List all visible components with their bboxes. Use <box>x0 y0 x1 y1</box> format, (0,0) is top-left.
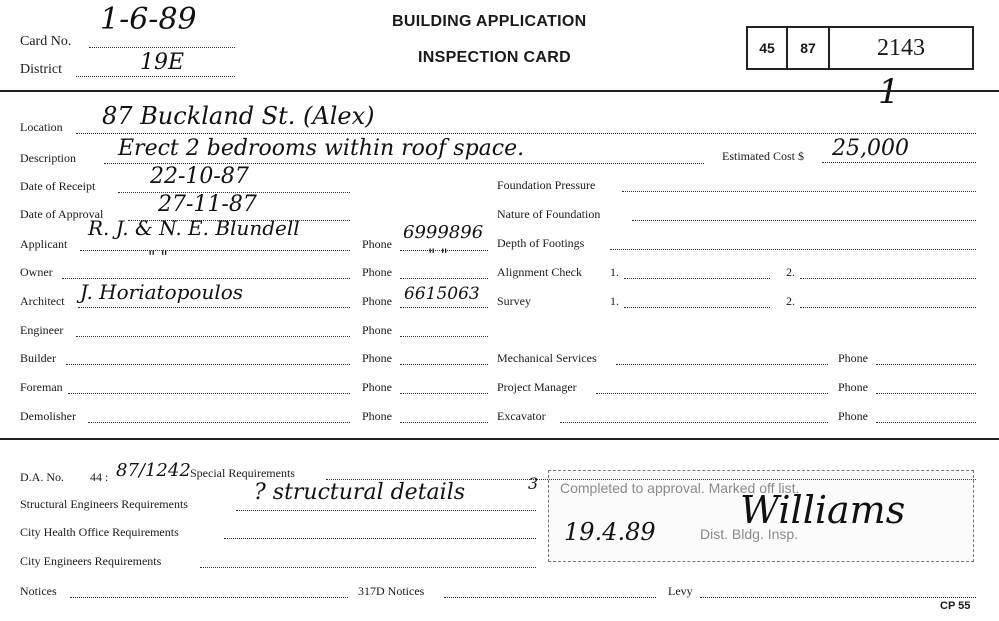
alignment-check-label: Alignment Check <box>497 265 582 279</box>
alignment-check-line-2 <box>800 278 976 279</box>
stamp-date: 19.4.89 <box>564 518 656 546</box>
owner-label: Owner <box>20 265 53 279</box>
title-inspection-card: INSPECTION CARD <box>418 49 571 66</box>
builder-phone-line <box>400 364 488 365</box>
district-value: 19E <box>140 50 185 75</box>
date-of-receipt-value: 22-10-87 <box>150 164 249 189</box>
description-value: Erect 2 bedrooms within roof space. <box>118 136 525 161</box>
date-of-approval-value: 27-11-87 <box>158 192 257 217</box>
description-label: Description <box>20 151 76 165</box>
district-label: District <box>20 62 62 77</box>
location-value: 87 Buckland St. (Alex) <box>102 102 375 130</box>
engineer-line <box>76 336 350 337</box>
project-manager-line <box>596 393 828 394</box>
middle-rule <box>0 438 999 440</box>
owner-phone-value: " " <box>428 245 448 264</box>
project-manager-phone-label: Phone <box>838 380 868 394</box>
da-value: 87/1242 <box>116 460 191 481</box>
alignment-check-line-1 <box>624 278 770 279</box>
excavator-label: Excavator <box>497 409 546 423</box>
applicant-phone-label: Phone <box>362 237 392 251</box>
alignment-check-num-1: 1. <box>610 265 619 279</box>
demolisher-phone-label: Phone <box>362 409 392 423</box>
box-cell-2: 87 <box>788 28 830 68</box>
applicant-phone-value: 6999896 <box>403 222 484 243</box>
box-annotation: 1 <box>878 72 900 112</box>
survey-line-1 <box>624 307 770 308</box>
architect-phone-label: Phone <box>362 294 392 308</box>
foreman-label: Foreman <box>20 380 63 394</box>
project-manager-label: Project Manager <box>497 380 577 394</box>
mechanical-services-phone-line <box>876 364 976 365</box>
stamp-number: 3 <box>528 474 539 493</box>
nature-of-foundation-line <box>632 220 976 221</box>
estimated-cost-value: 25,000 <box>832 136 909 161</box>
architect-value: J. Horiatopoulos <box>80 280 244 304</box>
form-code: CP 55 <box>940 600 971 612</box>
demolisher-phone-line <box>400 422 488 423</box>
foreman-phone-line <box>400 393 488 394</box>
card-number-box <box>746 26 974 70</box>
stamp-line-2: Dist. Bldg. Insp. <box>700 526 799 542</box>
notices-label: Notices <box>20 584 57 598</box>
city-health-line <box>224 538 536 539</box>
notices-317d-line <box>444 597 656 598</box>
excavator-phone-label: Phone <box>838 409 868 423</box>
notices-317d-label: 317D Notices <box>358 584 425 598</box>
da-prefix: 44 : <box>90 470 109 484</box>
engineer-phone-label: Phone <box>362 323 392 337</box>
da-no-label: D.A. No. <box>20 470 64 484</box>
date-of-receipt-label: Date of Receipt <box>20 179 96 193</box>
survey-num-2: 2. <box>786 294 795 308</box>
applicant-label: Applicant <box>20 237 68 251</box>
engineer-phone-line <box>400 336 488 337</box>
signature: Williams <box>740 488 906 532</box>
foundation-pressure-line <box>622 191 976 192</box>
demolisher-line <box>88 422 350 423</box>
title-building-application: BUILDING APPLICATION <box>392 13 587 30</box>
card-no-line <box>89 47 235 48</box>
survey-num-1: 1. <box>610 294 619 308</box>
alignment-check-num-2: 2. <box>786 265 795 279</box>
architect-phone-line <box>400 307 488 308</box>
mechanical-services-phone-label: Phone <box>838 351 868 365</box>
structural-value: ? structural details <box>254 480 466 505</box>
engineer-label: Engineer <box>20 323 64 337</box>
architect-label: Architect <box>20 294 65 308</box>
builder-line <box>66 364 350 365</box>
district-line <box>76 76 235 77</box>
architect-phone-value: 6615063 <box>404 284 480 304</box>
estimated-cost-line <box>822 162 976 163</box>
structural-label: Structural Engineers Requirements <box>20 497 188 511</box>
architect-line <box>78 307 350 308</box>
survey-label: Survey <box>497 294 531 308</box>
box-cell-1: 45 <box>748 28 788 68</box>
builder-label: Builder <box>20 351 56 365</box>
survey-line-2 <box>800 307 976 308</box>
location-line <box>76 133 976 134</box>
date-of-approval-label: Date of Approval <box>20 207 104 221</box>
depth-of-footings-line <box>610 249 976 250</box>
estimated-cost-label: Estimated Cost $ <box>722 149 804 163</box>
project-manager-phone-line <box>876 393 976 394</box>
foundation-pressure-label: Foundation Pressure <box>497 178 596 192</box>
box-cell-3: 2143 <box>877 34 925 61</box>
builder-phone-label: Phone <box>362 351 392 365</box>
city-health-label: City Health Office Requirements <box>20 525 179 539</box>
header-rule <box>0 90 999 92</box>
special-requirements-label: Special Requirements <box>190 466 295 480</box>
foreman-phone-label: Phone <box>362 380 392 394</box>
owner-value: " " <box>148 247 168 266</box>
city-engineers-line <box>200 567 536 568</box>
card-no-value: 1-6-89 <box>100 2 197 37</box>
applicant-line <box>80 250 350 251</box>
levy-label: Levy <box>668 584 693 598</box>
city-engineers-label: City Engineers Requirements <box>20 554 162 568</box>
mechanical-services-line <box>616 364 828 365</box>
excavator-line <box>560 422 828 423</box>
levy-line <box>700 597 976 598</box>
foreman-line <box>68 393 350 394</box>
applicant-value: R. J. & N. E. Blundell <box>88 216 300 240</box>
location-label: Location <box>20 120 63 134</box>
demolisher-label: Demolisher <box>20 409 76 423</box>
mechanical-services-label: Mechanical Services <box>497 351 597 365</box>
owner-phone-label: Phone <box>362 265 392 279</box>
structural-line <box>236 510 536 511</box>
notices-line <box>70 597 348 598</box>
nature-of-foundation-label: Nature of Foundation <box>497 207 601 221</box>
depth-of-footings-label: Depth of Footings <box>497 236 585 250</box>
owner-line <box>62 278 350 279</box>
excavator-phone-line <box>876 422 976 423</box>
owner-phone-line <box>400 278 488 279</box>
card-no-label: Card No. <box>20 34 72 49</box>
stamp-line-1: Completed to approval. Marked off list. <box>560 480 800 496</box>
